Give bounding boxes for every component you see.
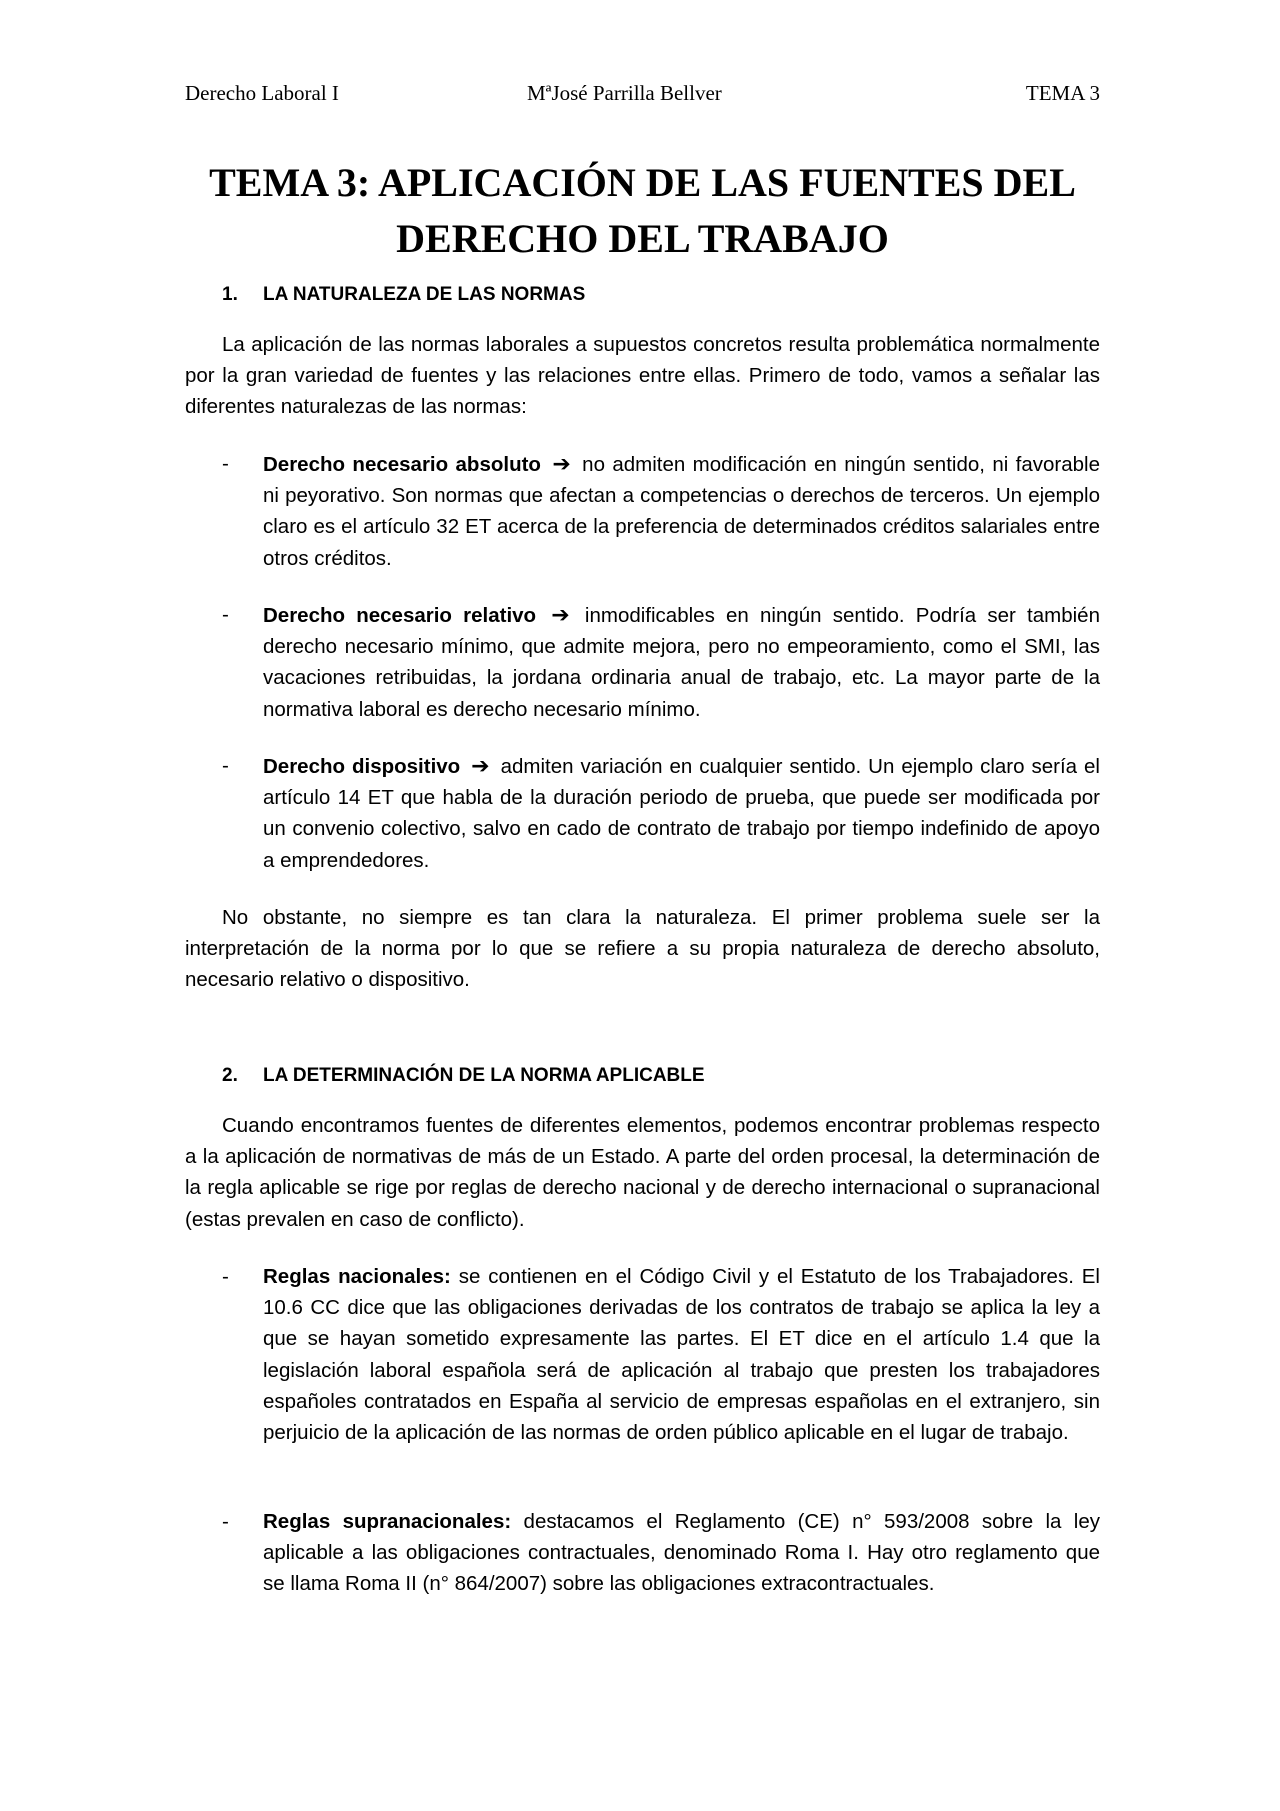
section-2-title: LA DETERMINACIÓN DE LA NORMA APLICABLE [263, 1065, 705, 1086]
section-1-closing: No obstante, no siempre es tan clara la naturaleza. El primer problema suele ser la interpretación de la norma por lo que se refiere a su propia naturaleza de derecho absoluto, necesario relativo o dispositivo. [185, 906, 1100, 992]
section-2-number: 2. [222, 1065, 238, 1086]
section-1-number: 1. [222, 284, 238, 305]
page-title [185, 155, 1100, 267]
section-1-heading [222, 281, 585, 309]
bullet-text: no admiten modificación en ningún sentido, ni favorable ni peyorativo. Son normas que afectan a competencias o derechos de terceros. Un ejemplo claro es el artículo 32 ET acerca de la preferencia de determinados créditos salariales entre otros créditos. [263, 453, 1100, 570]
arrow-icon: ➔ [471, 753, 490, 778]
bullet-dash: - [222, 754, 229, 777]
arrow-icon: ➔ [552, 451, 571, 476]
section-1-title: LA NATURALEZA DE LAS NORMAS [263, 284, 586, 305]
section-1-intro: La aplicación de las normas laborales a supuestos concretos resulta problemática normalmente por la gran variedad de fuentes y las relaciones entre ellas. Primero de todo, vamos a señalar las diferentes naturalezas de las normas: [185, 333, 1100, 419]
list-item-reglas-nacionales [185, 1261, 1100, 1448]
bullet-dash: - [222, 603, 229, 626]
bullet-term: Derecho necesario relativo [263, 604, 537, 627]
bullet-dash: - [222, 452, 229, 475]
section-2-intro: Cuando encontramos fuentes de diferentes elementos, podemos encontrar problemas respecto a la aplicación de normativas de más de un Estado. A parte del orden procesal, la determinación de la regla aplicable se rige por reglas de derecho nacional y de derecho internacional o supranacional (estas prevalen en caso de conflicto). [185, 1114, 1100, 1231]
page-header [185, 78, 1100, 108]
bullet-text: se contienen en el Código Civil y el Estatuto de los Trabajadores. El 10.6 CC dice que las obligaciones derivadas de los contratos de trabajo se aplica la ley a que se hayan sometido expresamente las partes. El ET dice en el artículo 1.4 que la legislación laboral española será de aplicación al trabajo que presten los trabajadores españoles contratados en España al servicio de empresas españolas en el extranjero, sin perjuicio de la aplicación de las normas de orden público aplicable en el lugar de trabajo. [263, 1265, 1100, 1445]
section-2-heading [222, 1062, 705, 1090]
header-author: MªJosé Parrilla Bellver [527, 81, 722, 105]
header-topic: TEMA 3 [1025, 81, 1100, 105]
bullet-dash: - [222, 1510, 229, 1533]
bullet-term: Reglas nacionales: [263, 1265, 451, 1288]
title-line-1: TEMA 3: APLICACIÓN DE LAS FUENTES DEL [209, 160, 1076, 205]
bullet-text: destacamos el Reglamento (CE) n° 593/2008 sobre la ley aplicable a las obligaciones contractuales, denominado Roma I. Hay otro reglamento que se llama Roma II (n° 864/2007) sobre las obligaciones extracontractuales. [263, 1510, 1100, 1596]
list-item-reglas-supranacionales [185, 1506, 1100, 1600]
title-line-2: DERECHO DEL TRABAJO [396, 216, 889, 261]
bullet-term: Derecho dispositivo [263, 755, 461, 778]
bullet-term: Reglas supranacionales: [263, 1510, 512, 1533]
bullet-term: Derecho necesario absoluto [263, 453, 541, 476]
bullet-dash: - [222, 1265, 229, 1288]
list-item-dispositivo [185, 750, 1100, 876]
arrow-icon: ➔ [551, 602, 570, 627]
bullet-text: inmodificables en ningún sentido. Podría ser también derecho necesario mínimo, que admite mejora, pero no empeoramiento, como el SMI, las vacaciones retribuidas, la jordana ordinaria anual de trabajo, etc. La mayor parte de la normativa laboral es derecho necesario mínimo. [263, 604, 1100, 721]
header-course: Derecho Laboral I [185, 81, 339, 105]
list-item-necesario-relativo [185, 599, 1100, 725]
list-item-necesario-absoluto [185, 448, 1100, 574]
bullet-text: admiten variación en cualquier sentido. Un ejemplo claro sería el artículo 14 ET que habla de la duración periodo de prueba, que puede ser modificada por un convenio colectivo, salvo en cado de contrato de trabajo por tiempo indefinido de apoyo a emprendedores. [263, 755, 1100, 872]
